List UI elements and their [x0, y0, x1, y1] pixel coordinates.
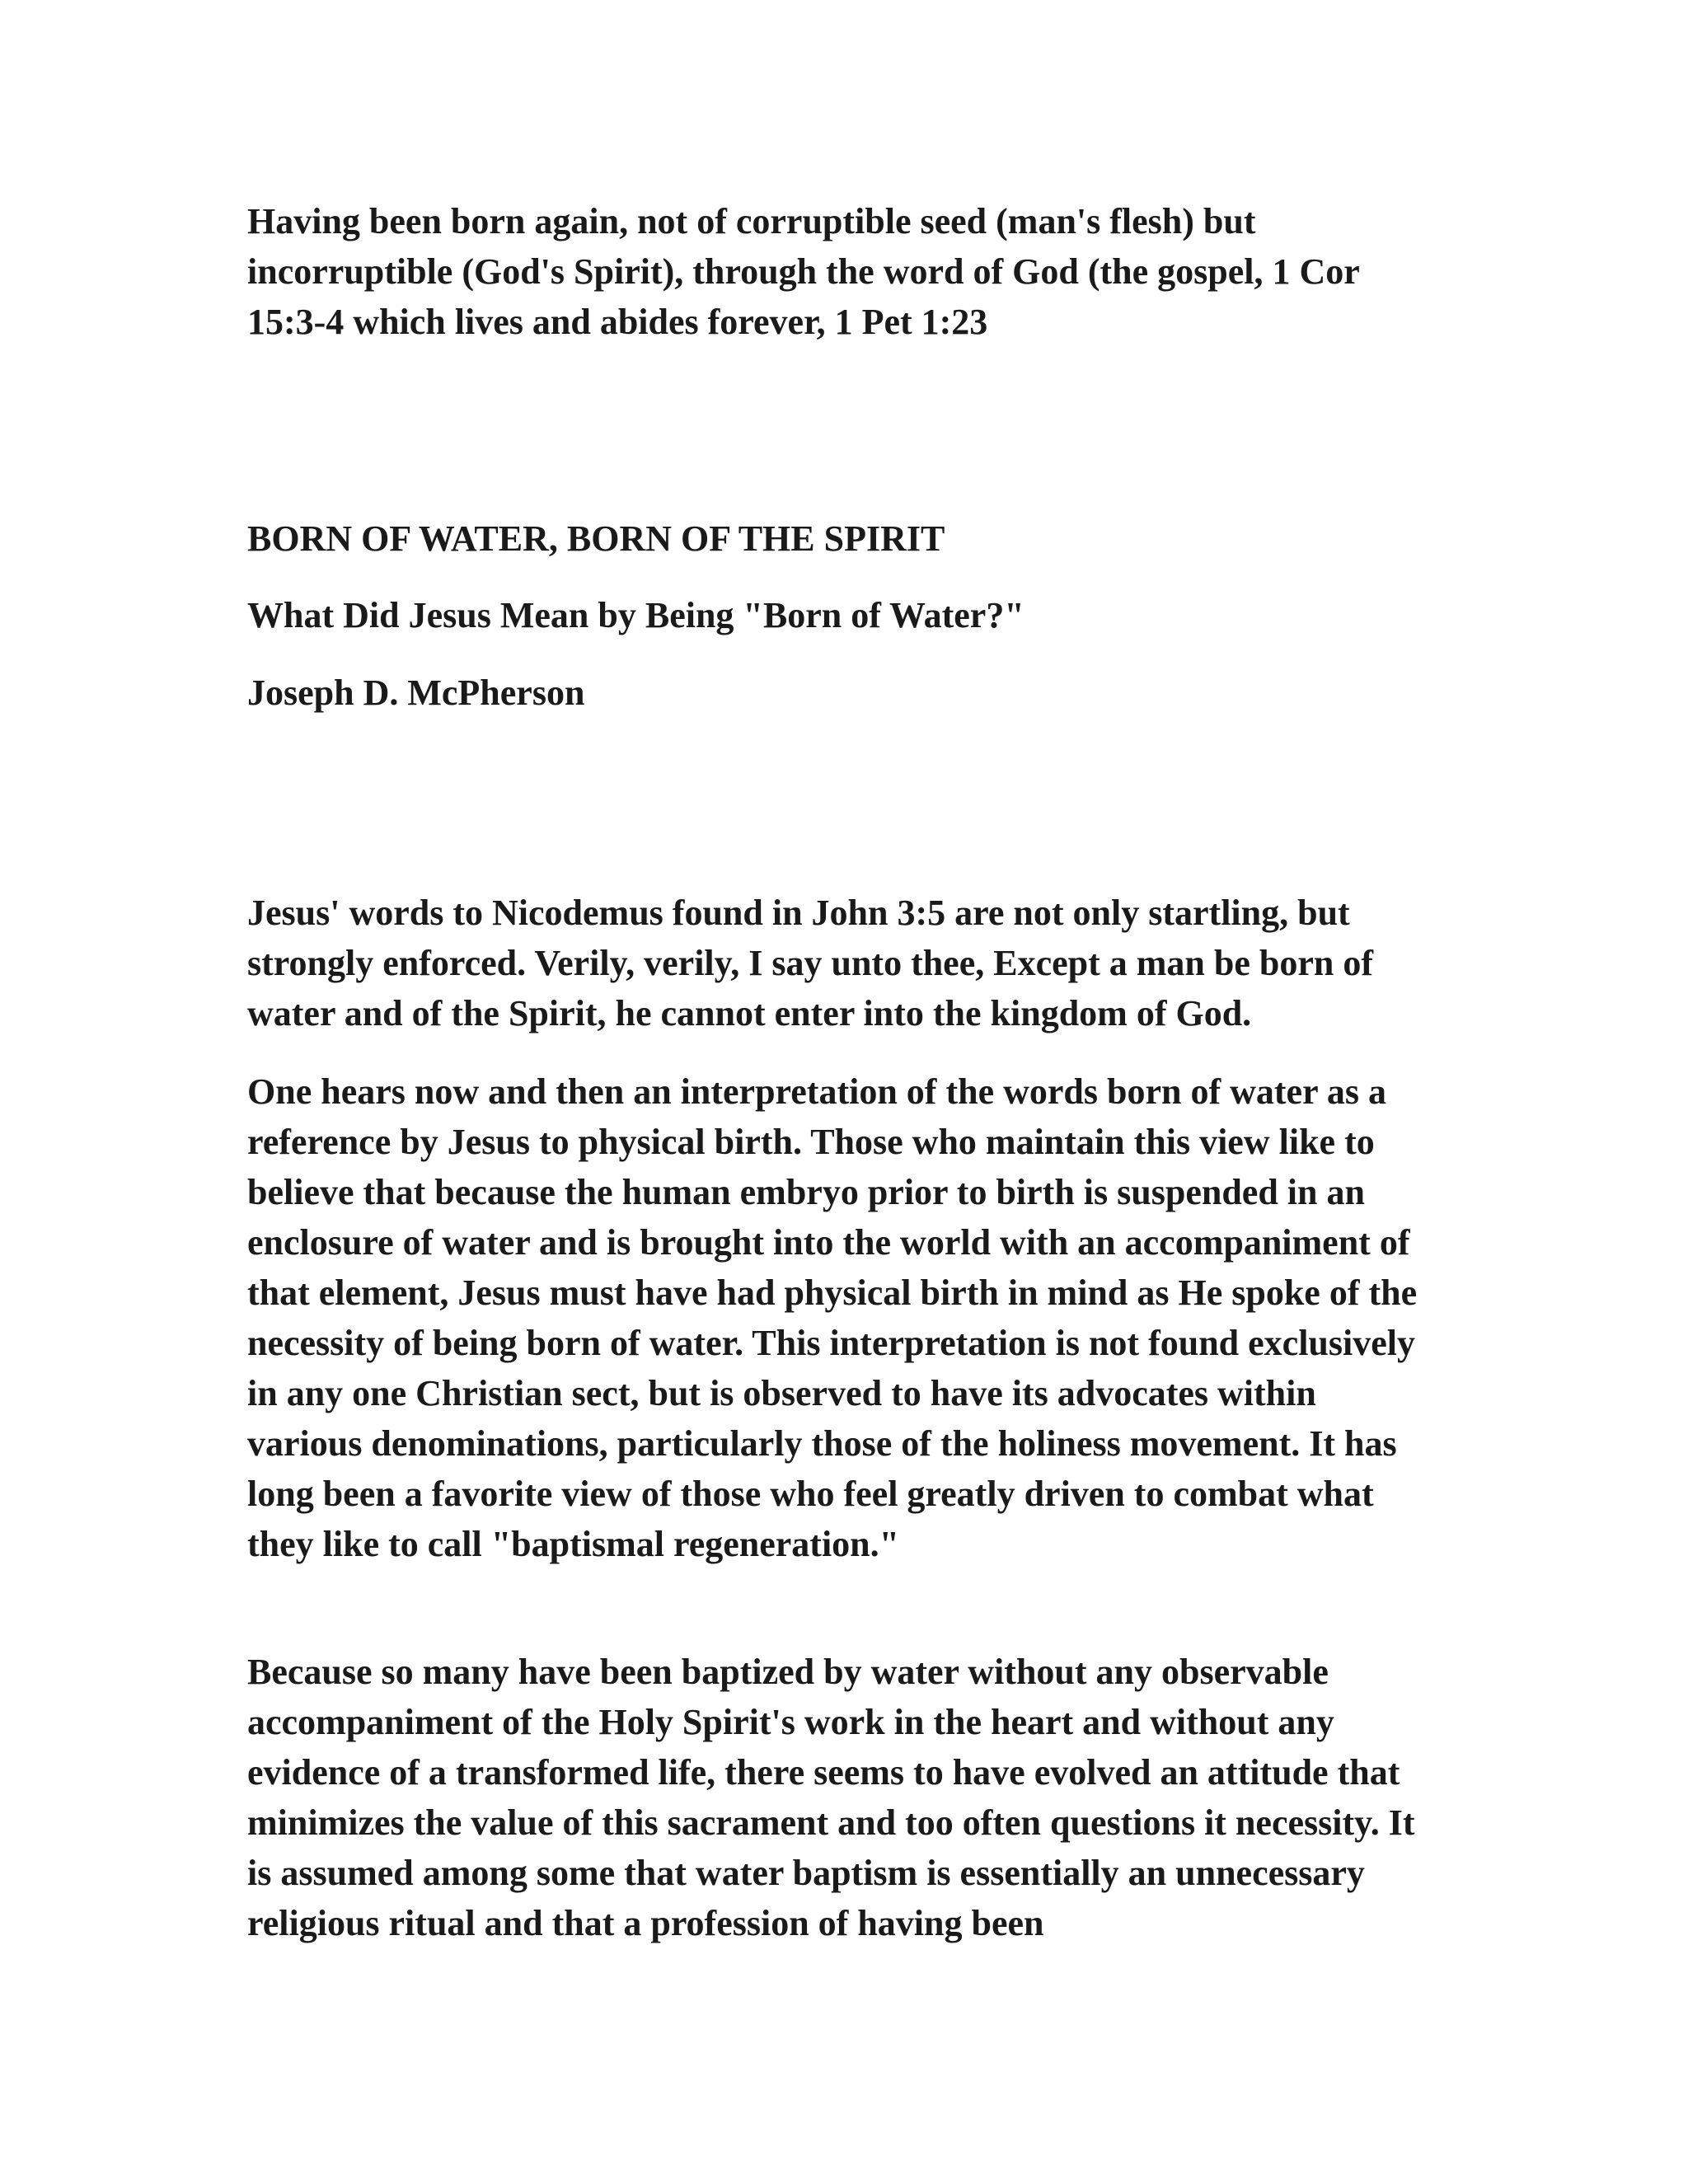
article-title: BORN OF WATER, BORN OF THE SPIRIT	[247, 518, 945, 559]
body-paragraph: Because so many have been baptized by water without any observable accompaniment of the Holy Spirit's work in the heart and without any evidence of a transformed life, there seems to have evolved an attitude that minimizes the value of this sacrament and too often questions it necessity. It is assumed among some that water baptism is essentially an unnecessary religious ritual and that a profession of having been	[247, 1652, 1415, 1943]
intro-paragraph: Having been born again, not of corruptible seed (man's flesh) but incorruptible (God's Spirit), through the word of God (the gospel, 1 Cor 15:3-4 which lives and abides forever, 1 Pet 1:23	[247, 201, 1359, 342]
body-paragraph: One hears now and then an interpretation of the words born of water as a reference by Jesus to physical birth. Those who maintain this view like to believe that because the human embryo prior to birth is suspended in an enclosure of water and is brought into the world with an accompaniment of that element, Jesus must have had physical birth in mind as He spoke of the necessity of being born of water. This interpretation is not found exclusively in any one Christian sect, but is observed to have its advocates within various denominations, particularly those of the holiness movement. It has long been a favorite view of those who feel greatly driven to combat what they like to call "baptismal regeneration."	[247, 1071, 1418, 1564]
author-name: Joseph D. McPherson	[247, 673, 585, 713]
article-subtitle: What Did Jesus Mean by Being "Born of Water?"	[247, 595, 1025, 635]
body-paragraph: Jesus' words to Nicodemus found in John 3:5 are not only startling, but strongly enforced. Verily, verily, I say unto thee, Except a man be born of water and of the Spirit, he cannot enter into the kingdom of God.	[247, 893, 1374, 1033]
